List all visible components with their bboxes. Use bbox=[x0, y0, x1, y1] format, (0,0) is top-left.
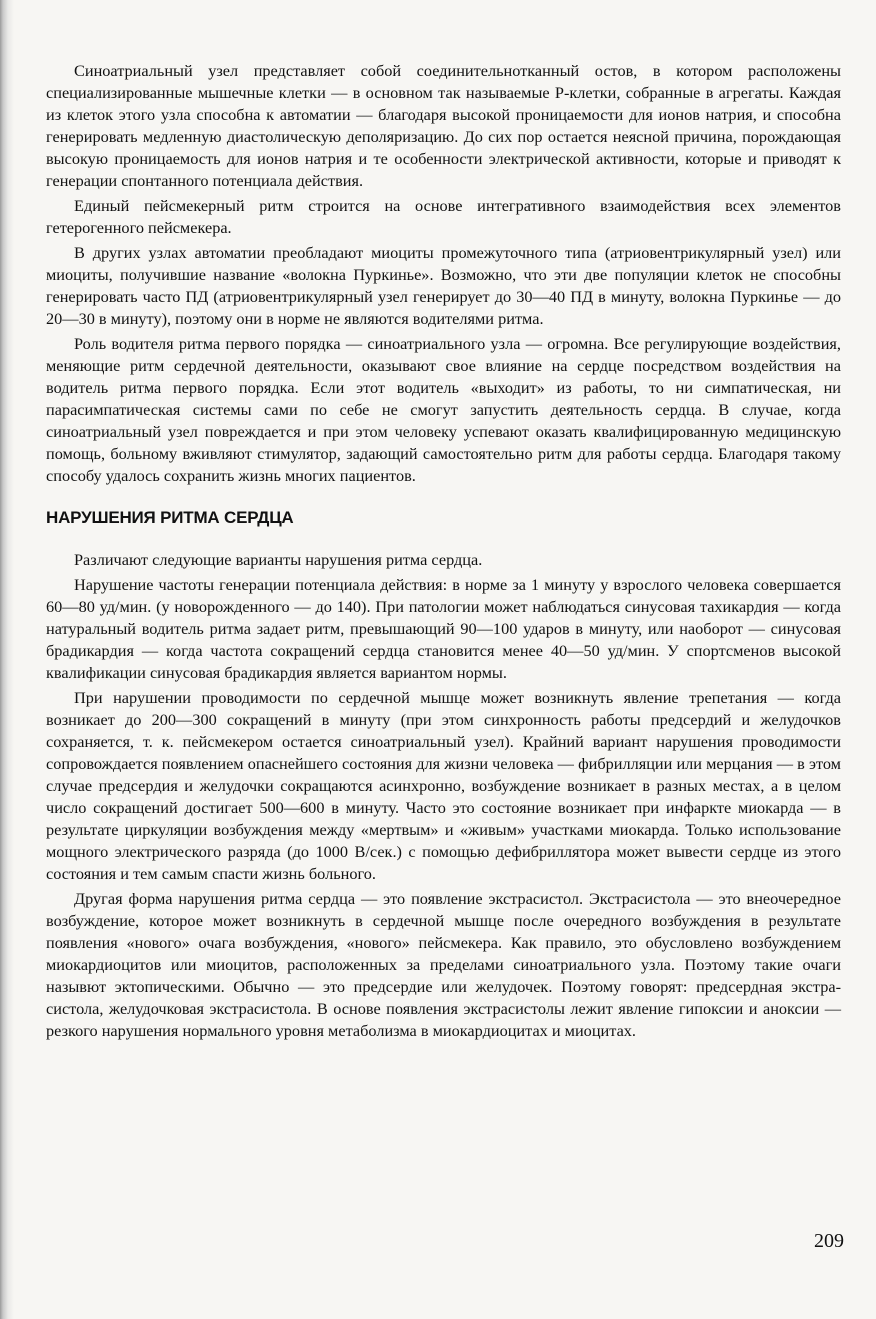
paragraph-frequency-disorder: Нарушение частоты генерации потенциала действия: в норме за 1 минуту у взрослого человека совершается 60—80 уд/мин. (у новорожденного — до 140). При патологии может наблюдаться синусовая тахикардия — когда натуральный водитель ритма задает ритм, превышающий 90—100 ударов в минуту, или наоборот — синусовая брадикардия — когда частота сокращений сердца становится менее 40—50 уд/мин. У спортсменов высокой квалификации синусовая брадикардия является вариантом нормы. bbox=[46, 575, 841, 682]
paragraph-sinoatrial-node: Синоатриальный узел представляет собой соединительнотканный остов, в котором расположены специализированные мышечные клетки — в основном так называемые Р-клетки, собранные в агрегаты. Каждая из клеток этого узла способна к автоматии — благодаря высокой проницаемости для ионов натрия, и способна генерировать медленную диастолическую деполяризацию. До сих пор остается неясной причина, порождающая высокую проницаемость для ионов натрия и те особенности электрической активности, которые и приводят к генерации спонтанного потенциала действия. bbox=[46, 61, 841, 190]
paragraph-conduction-disorder: При нарушении проводимости по сердечной мышце может возникнуть явление трепетания — когда возникает до 200—300 сокращений в минуту (при этом синхронность работы предсердий и желудочков сохраняется, т. к. пейсмекером остается синоатриальный узел). Крайний вариант нарушения проводимости сопровождается появлением опаснейшего состояния для жизни человека — фибрилляции или мерцания — в этом случае предсердия и желудочки сокращаются асинхронно, возбуждение возникает в разных местах, а в целом число сокращений достигает 500—600 в минуту. Часто это состояние возникает при инфаркте миокарда — в результате циркуляции возбуждения между «мертвым» и «живым» участками миокарда. Только использование мощного электрического разряда (до 1000 В/сек.) с помощью дефибриллятора может вывести сердце из этого состояния и тем самым спасти жизнь больного. bbox=[46, 688, 841, 883]
paragraph-extrasystole: Другая форма нарушения ритма сердца — это появление экстрасистол. Экстрасистола — это внеочередное возбуждение, которое может возникнуть в сердечной мышце после очередного возбуждения в результате появления «нового» очага возбуждения, «нового» пейсмекера. Как правило, это обусловлено возбуждением миокардиоцитов или миоцитов, расположенных за пределами синоатриального узла. Поэтому такие очаги назывют эктопическими. Обычно — это предсердие или желудочек. Поэтому говорят: предсердная экстрасистола, желудочковая экстрасистола. В основе появления экстрасистолы лежит явление гипоксии и аноксии — резкого нарушения нормального уровня метаболизма в миокардиоцитах и миоцитах. bbox=[46, 889, 841, 1040]
paragraph-other-nodes: В других узлах автоматии преобладают миоциты промежуточного типа (атриовентрикулярный узел) или миоциты, получившие название «волокна Пуркинье». Возможно, что эти две популяции клеток не способны генерировать часто ПД (атриовентрикулярный узел генерирует до 30—40 ПД в минуту, волокна Пуркинье — до 20—30 в минуту), поэтому они в норме не являются водителями ритма. bbox=[46, 243, 841, 328]
paragraph-pacemaker-rhythm: Единый пейсмекерный ритм строится на основе интегративного взаимодействия всех элементов гетерогенного пейсмекера. bbox=[46, 196, 841, 237]
section-heading: НАРУШЕНИЯ РИТМА СЕРДЦА bbox=[46, 508, 294, 527]
scan-edge-shadow bbox=[0, 0, 14, 1319]
book-page bbox=[46, 60, 841, 1045]
paragraph-first-order-pacemaker: Роль водителя ритма первого порядка — синоатриального узла — огромна. Все регулирующие воздействия, меняющие ритм сердечной деятельности, оказывают свое влияние на сердце посредством воздействия на водитель ритма первого порядка. Если этот водитель «выходит» из работы, то ни симпатическая, ни парасимпатическая системы сами по себе не смогут запустить деятельность сердца. В случае, когда синоатриальный узел повреждается и при этом человеку успевают оказать квалифицированную медицинскую помощь, больному вживляют стимулятор, задающий самостоятельно ритм для работы сердца. Благодаря такому способу удалось сохранить жизнь многих пациентов. bbox=[46, 334, 841, 485]
paragraph-variants-intro: Различают следующие варианты нарушения ритма сердца. bbox=[74, 550, 483, 569]
page-number: 209 bbox=[814, 1230, 844, 1252]
